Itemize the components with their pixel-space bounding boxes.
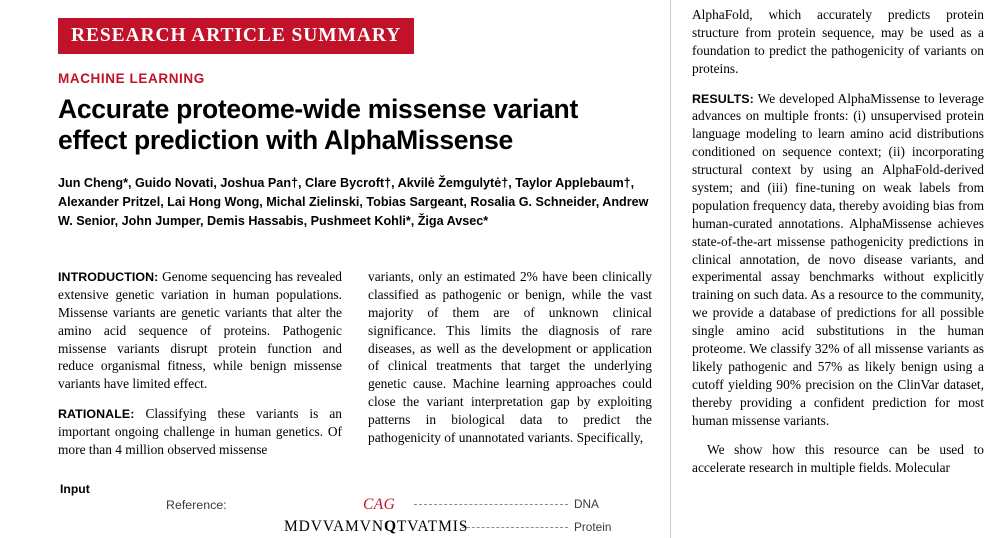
figure-protein-sequence <box>284 518 468 536</box>
paragraph-runin-heading: RESULTS: <box>692 91 754 106</box>
protein-sequence-prefix: MDVVAMVN <box>284 518 384 535</box>
figure-protein-label: Protein <box>574 520 612 534</box>
abstract-paragraph <box>368 268 652 447</box>
figure-input-label: Input <box>60 482 90 496</box>
paragraph-text: Genome sequencing has revealed extensive genetic variation in human populations. Missense variants are genetic variants that alter the amino acid sequence of proteins. Pathogenic missense variants disrupt protein function and reduce organismal fitness, while benign missense variants have limited effect. <box>58 269 342 392</box>
abstract-paragraph <box>692 6 984 78</box>
figure-dna-leader-line <box>414 504 568 505</box>
abstract-column-right <box>692 0 984 538</box>
paragraph-text: Classifying these variants is an important ongoing challenge in human genetics. Of more than 4 million observed missense <box>58 406 342 458</box>
column-divider <box>670 0 671 538</box>
abstract-columns <box>58 268 652 471</box>
research-article-summary-banner: RESEARCH ARTICLE SUMMARY <box>58 18 414 54</box>
main-column <box>58 0 652 538</box>
abstract-paragraph <box>692 90 984 430</box>
abstract-column-left <box>58 268 342 471</box>
figure-protein-leader-line <box>462 527 568 528</box>
figure-input-panel <box>58 482 652 538</box>
abstract-column-middle <box>368 268 652 471</box>
protein-sequence-highlight: Q <box>383 518 397 535</box>
abstract-paragraph <box>692 441 984 477</box>
paragraph-text: We developed AlphaMissense to leverage advances on multiple fronts: (i) unsupervised protein language modeling to learn amino acid distributions conditioned on sequence context; (ii) incorporating structural context by using an AlphaFold-derived system; and (iii) fine-tuning on weak labels from population frequency data, thereby avoiding bias from human-curated annotations. AlphaMissense achieves state-of-the-art missense pathogenicity predictions in clinical annotation, de novo disease variants, and experimental assay benchmarks without explicitly training on such data. As a resource to the community, we provide a database of predictions for all possible single amino acid substitutions in the human proteome. We classify 32% of all missense variants as likely pathogenic and 57% as likely benign using a cutoff yielding 90% precision on the ClinVar dataset, thereby providing a confident prediction for most human missense variants. <box>692 90 984 428</box>
paragraph-runin-heading: RATIONALE: <box>58 407 135 422</box>
subject-label: MACHINE LEARNING <box>58 71 205 86</box>
page-title: Accurate proteome-wide missense variant effect prediction with AlphaMissense <box>58 94 578 155</box>
paragraph-runin-heading: INTRODUCTION: <box>58 270 159 284</box>
paragraph-text: AlphaFold, which accurately predicts protein structure from protein sequence, may be used as a foundation to predict the pathogenicity of variants on proteins. <box>692 7 984 76</box>
figure-dna-label: DNA <box>574 497 599 511</box>
paragraph-text: We show how this resource can be used to accelerate research in multiple fields. Molecular <box>692 442 984 476</box>
figure-reference-label: Reference: <box>166 498 227 512</box>
author-list: Jun Cheng*, Guido Novati, Joshua Pan†, Clare Bycroft†, Akvilė Žemgulytė†, Taylor Applebaum†, Alexander Pritzel, Lai Hong Wong, Michal Zielinski, Tobias Sargeant, Rosalia G. Schneider, Andrew W. Senior, John Jumper, Demis Hassabis, Pushmeet Kohli*, Žiga Avsec* <box>58 175 649 229</box>
abstract-paragraph <box>58 405 342 459</box>
paragraph-text: variants, only an estimated 2% have been clinically classified as pathogenic or benign, while the vast majority of them are of unknown clinical significance. This limits the diagnosis of rare diseases, as well as the development or application of clinical treatments that target the underlying genetic cause. Machine learning approaches could close the variant interpretation gap by exploiting patterns in biological data to predict the pathogenicity of unannotated variants. Specifically, <box>368 269 652 446</box>
figure-codon-text: CAG <box>363 496 396 513</box>
abstract-paragraph <box>58 268 342 393</box>
protein-sequence-suffix: TVATMIS <box>396 518 469 535</box>
